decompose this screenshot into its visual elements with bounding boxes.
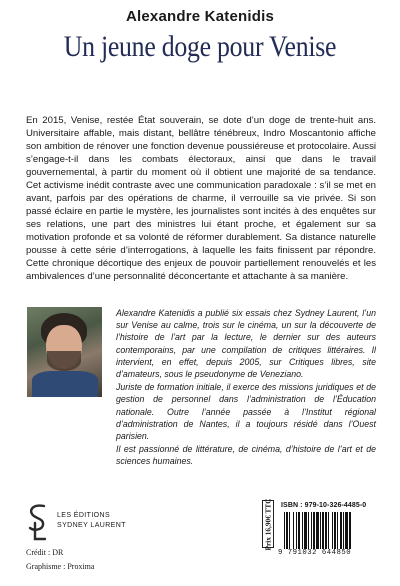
author-biography: [116, 307, 376, 469]
publisher-line: LES ÉDITIONS: [57, 512, 111, 519]
publisher-name: [57, 511, 126, 530]
photo-credit: Crédit : DR: [26, 548, 64, 557]
publisher-line: SYDNEY LAURENT: [57, 521, 126, 529]
isbn-number: ISBN : 979-10-326-4485-0: [281, 502, 367, 509]
bio-paragraph: Alexandre Katenidis a publié six essais chez Sydney Laurent, l’un sur Venise au calme, trois sur le cinéma, un sur la découverte de l’histoire de l’art par la lecture, le dernier sur des auteurs contemporains, par une compilation de critiques littéraires. Il intervient, en effet, depuis 2005, sur Critiques libres, site d’amateurs, sous le pseudonyme de Veneziano.: [116, 308, 376, 380]
book-title: Un jeune doge pour Venise: [63, 30, 337, 63]
synopsis-text: En 2015, Venise, restée État souverain, se dote d’un doge de trente-huit ans. Universitaire affable, mais distant, bellâtre ténébreux, Indro Moscantonio affiche son ambition de rénover une fonction devenue poussiéreuse et protocolaire. Aussi s’engage-t-il dans les combats électoraux, ainsi que dans le travail gouvernemental, à partir du moment où il obtient une majorité de sa tendance. Cet activisme inédit contraste avec une communication paradoxale : s’il se met en avant, parfois par des opérations de charme, il verrouille sa vie privée. Si son passé éclaire en partie le mystère, les journalistes sont incités à des enquêtes sur ses relations, une part des ministres lui étant proche, et également sur sa motivation profonde et sa volonté de réformer durablement. Sa distance naturelle pousse à cette série d’interrogations, à laquelle les faits finissent par répondre. Cette chronique décortique des enjeux de pouvoir partiellement renouvelés et les ambivalences d’une personnalité déconcertante et attachante à sa manière.: [26, 115, 376, 282]
barcode-digits: 9 791032 644850: [278, 549, 352, 557]
author-photo: [27, 307, 102, 397]
barcode-icon: [284, 512, 376, 549]
price-label: [262, 500, 274, 548]
design-credit: Graphisme : Proxima: [26, 562, 95, 571]
author-name: Alexandre Katenidis: [125, 8, 274, 25]
publisher-logo-icon: [26, 503, 50, 543]
bio-paragraph: Juriste de formation initiale, il exerce des missions juridiques et de gestion de personnel dans l’administration de l’Éducation nationale. Outre l’année passée à l’Institut régional d’administration de Nantes, il a toujours résidé dans l’Ouest parisien.: [116, 382, 376, 442]
bio-paragraph: Il est passionné de littérature, de cinéma, d’histoire de l’art et de sciences humaines.: [116, 444, 376, 467]
price-text: Prix 16,90€ TTC: [263, 498, 273, 550]
